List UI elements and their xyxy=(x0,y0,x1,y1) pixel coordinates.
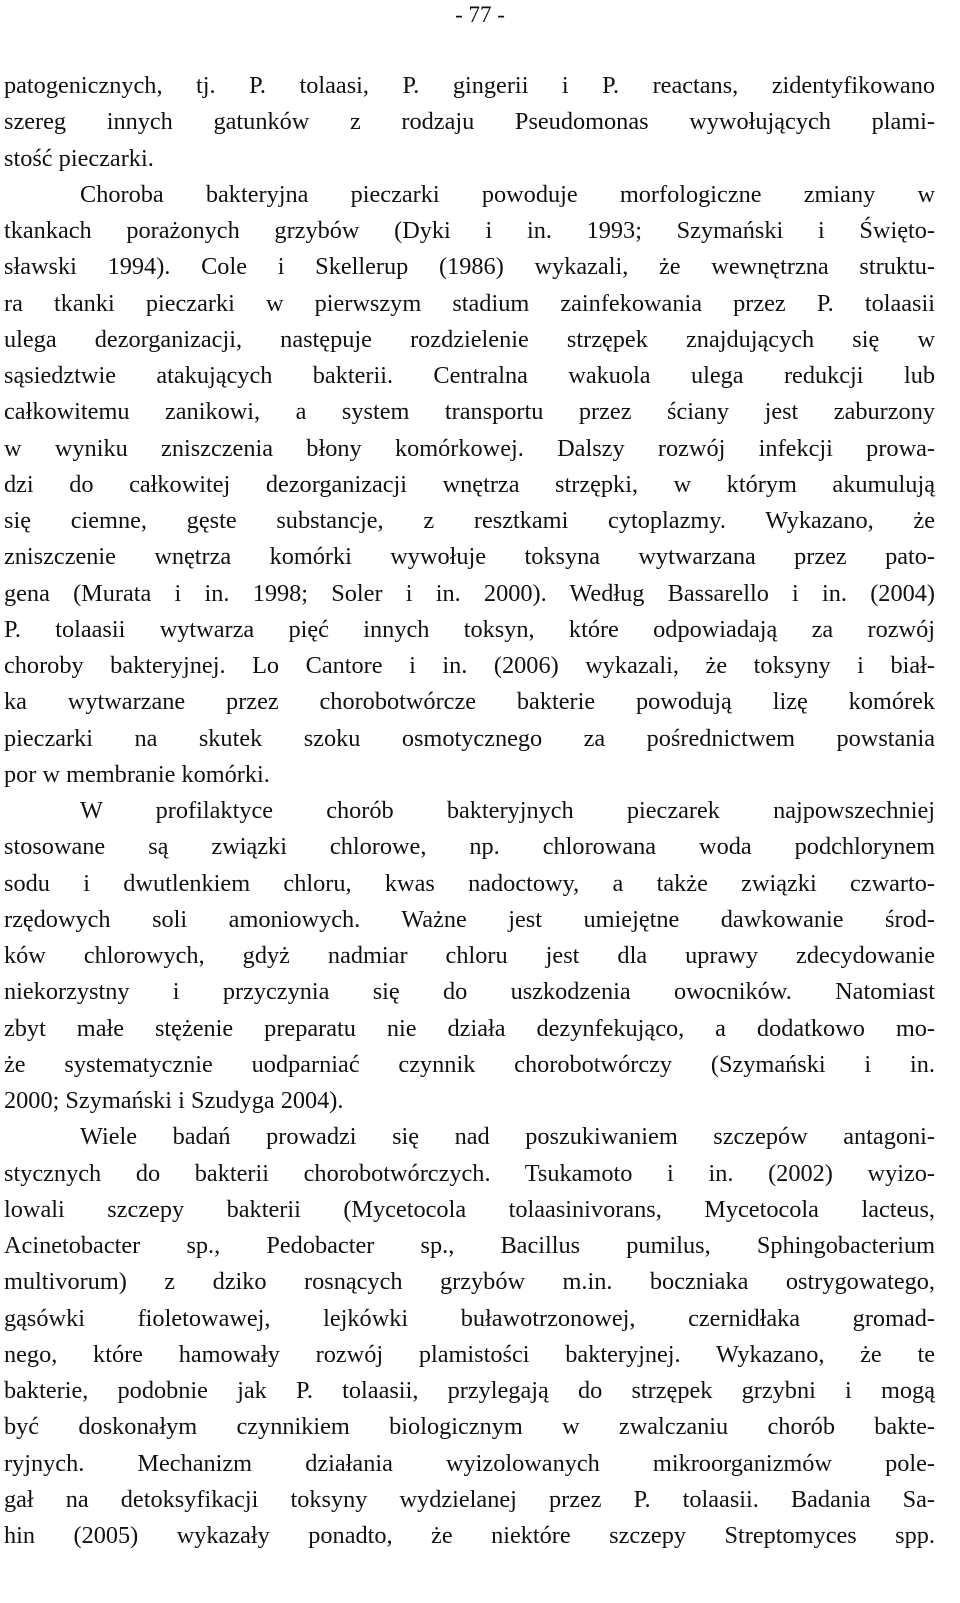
text-line: rzędowych soli amoniowych. Ważne jest umiejętne dawkowanie środ- xyxy=(4,905,935,933)
text-line: gena (Murata i in. 1998; Soler i in. 2000). Według Bassarello i in. (2004) xyxy=(4,579,935,607)
page-number: - 77 - xyxy=(455,2,505,27)
text-line: w wyniku zniszczenia błony komórkowej. Dalszy rozwój infekcji prowa- xyxy=(4,434,935,462)
text-line: choroby bakteryjnej. Lo Cantore i in. (2006) wykazali, że toksyny i biał- xyxy=(4,652,935,679)
text-line: gał na detoksyfikacji toksyny wydzielanej przez P. tolaasii. Badania Sa- xyxy=(4,1485,935,1513)
text-line: szereg innych gatunków z rodzaju Pseudomonas wywołujących plami- xyxy=(4,108,935,136)
text-line: bakterie, podobnie jak P. tolaasii, przylegają do strzępek grzybni i mogą xyxy=(4,1377,935,1404)
text-line: ków chlorowych, gdyż nadmiar chloru jest dla uprawy zdecydowanie xyxy=(4,942,935,969)
text-line: sławski 1994). Cole i Skellerup (1986) wykazali, że wewnętrzna struktu- xyxy=(4,253,935,281)
text-line: multivorum) z dziko rosnących grzybów m.in. boczniaka ostrygowatego, xyxy=(4,1268,935,1296)
text-line: patogenicznych, tj. P. tolaasi, P. gingerii i P. reactans, zidentyfikowano xyxy=(4,72,935,99)
text-line: P. tolaasii wytwarza pięć innych toksyn, które odpowiadają za rozwój xyxy=(4,615,935,643)
text-line: Choroba bakteryjna pieczarki powoduje morfologiczne zmiany w xyxy=(80,180,935,208)
text-line: się ciemne, gęste substancje, z resztkami cytoplazmy. Wykazano, że xyxy=(4,507,935,534)
body-text xyxy=(4,68,935,1554)
text-line: tkankach porażonych grzybów (Dyki i in. 1993; Szymański i Święto- xyxy=(4,217,935,244)
text-line: nego, które hamowały rozwój plamistości bakteryjnej. Wykazano, że te xyxy=(4,1340,935,1368)
text-line: ka wytwarzane przez chorobotwórcze bakterie powodują lizę komórek xyxy=(4,688,935,716)
text-line: pieczarki na skutek szoku osmotycznego za pośrednictwem powstania xyxy=(4,724,935,752)
text-line: 2000; Szymański i Szudyga 2004). xyxy=(4,1087,344,1114)
text-line: lowali szczepy bakterii (Mycetocola tolaasinivorans, Mycetocola lacteus, xyxy=(4,1195,935,1223)
text-line: ulega dezorganizacji, następuje rozdzielenie strzępek znajdujących się w xyxy=(4,325,935,353)
text-line: por w membranie komórki. xyxy=(4,760,270,788)
text-line: niekorzystny i przyczynia się do uszkodzenia owocników. Natomiast xyxy=(4,978,935,1006)
text-line: stość pieczarki. xyxy=(4,144,154,172)
text-line: całkowitemu zanikowi, a system transportu przez ściany jest zaburzony xyxy=(4,398,935,426)
text-line: zniszczenie wnętrza komórki wywołuje toksyna wytwarzana przez pato- xyxy=(4,543,935,571)
text-line: dzi do całkowitej dezorganizacji wnętrza strzępki, w którym akumulują xyxy=(4,470,935,498)
text-line: sąsiedztwie atakujących bakterii. Centralna wakuola ulega redukcji lub xyxy=(4,362,935,389)
text-line: stycznych do bakterii chorobotwórczych. Tsukamoto i in. (2002) wyizo- xyxy=(4,1159,935,1187)
text-line: stosowane są związki chlorowe, np. chlorowana woda podchlorynem xyxy=(4,833,935,861)
text-line: Wiele badań prowadzi się nad poszukiwaniem szczepów antagoni- xyxy=(80,1123,935,1151)
text-line: zbyt małe stężenie preparatu nie działa dezynfekująco, a dodatkowo mo- xyxy=(4,1014,935,1042)
text-line: hin (2005) wykazały ponadto, że niektóre szczepy Streptomyces spp. xyxy=(4,1522,935,1549)
text-line: W profilaktyce chorób bakteryjnych pieczarek najpowszechniej xyxy=(80,797,935,824)
text-line: sodu i dwutlenkiem chloru, kwas nadoctowy, a także związki czwarto- xyxy=(4,869,935,897)
text-line: być doskonałym czynnikiem biologicznym w zwalczaniu chorób bakte- xyxy=(4,1413,935,1441)
text-line: ryjnych. Mechanizm działania wyizolowanych mikroorganizmów pole- xyxy=(4,1449,935,1477)
text-line: że systematycznie uodparniać czynnik chorobotwórczy (Szymański i in. xyxy=(4,1050,935,1078)
text-line: gąsówki fioletowawej, lejkówki buławotrzonowej, czernidłaka gromad- xyxy=(4,1304,935,1332)
text-line: Acinetobacter sp., Pedobacter sp., Bacillus pumilus, Sphingobacterium xyxy=(4,1232,935,1259)
text-line: ra tkanki pieczarki w pierwszym stadium zainfekowania przez P. tolaasii xyxy=(4,289,935,317)
